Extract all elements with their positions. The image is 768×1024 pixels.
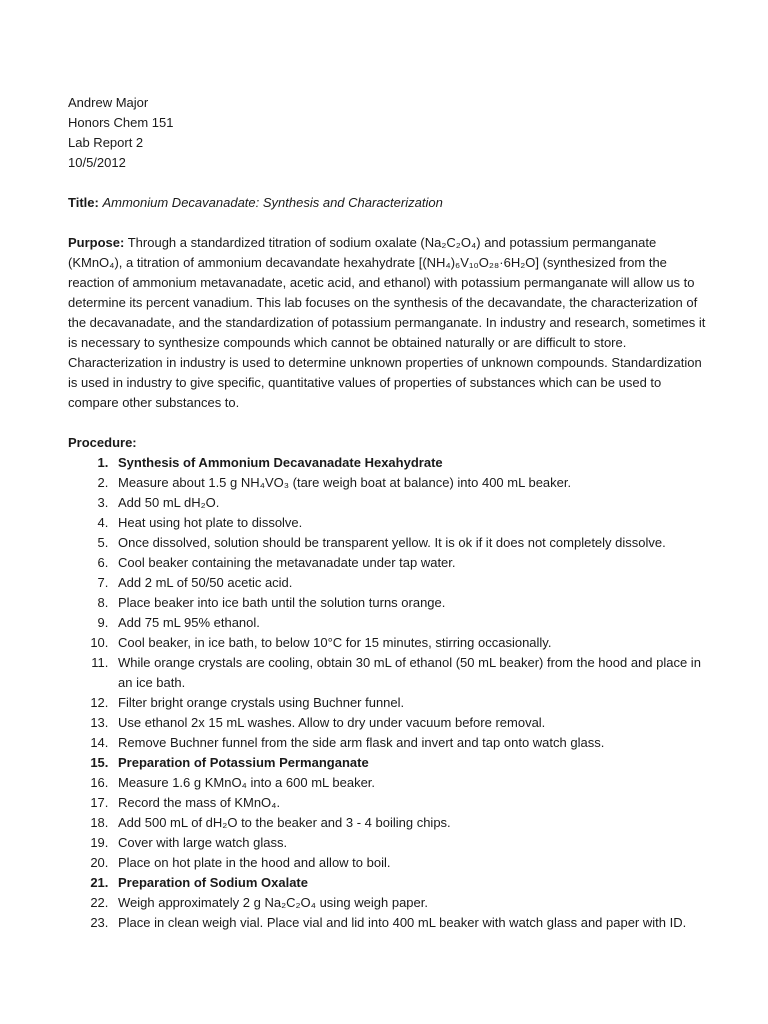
procedure-step: 22. Weigh approximately 2 g Na₂C₂O₄ using weigh paper. <box>112 893 708 913</box>
procedure-steps <box>68 453 708 933</box>
author-name: Andrew Major <box>68 95 149 110</box>
procedure-step: 8. Place beaker into ice bath until the solution turns orange. <box>112 593 708 613</box>
report-name: Lab Report 2 <box>68 135 144 150</box>
procedure-step: 16. Measure 1.6 g KMnO₄ into a 600 mL beaker. <box>112 773 708 793</box>
procedure-step: 2. Measure about 1.5 g NH₄VO₃ (tare weigh boat at balance) into 400 mL beaker. <box>112 473 708 493</box>
title-row <box>68 193 708 213</box>
procedure-section-heading: 15. Preparation of Potassium Permanganate <box>112 753 708 773</box>
report-date: 10/5/2012 <box>68 155 126 170</box>
procedure-step: 5. Once dissolved, solution should be transparent yellow. It is ok if it does not completely dissolve. <box>112 533 708 553</box>
purpose-label: Purpose: <box>68 235 125 250</box>
procedure-label: Procedure: <box>68 435 137 450</box>
procedure-section-heading: 21. Preparation of Sodium Oxalate <box>112 873 708 893</box>
procedure-step: 17. Record the mass of KMnO₄. <box>112 793 708 813</box>
procedure-section-heading: 1. Synthesis of Ammonium Decavanadate Hexahydrate <box>112 453 708 473</box>
procedure-step: 4. Heat using hot plate to dissolve. <box>112 513 708 533</box>
title-label: Title: <box>68 195 99 210</box>
procedure-step: 11. While orange crystals are cooling, obtain 30 mL of ethanol (50 mL beaker) from the hood and place in an ice bath. <box>112 653 708 693</box>
purpose-paragraph <box>68 233 708 413</box>
procedure-step: 14. Remove Buchner funnel from the side arm flask and invert and tap onto watch glass. <box>112 733 708 753</box>
procedure-step: 23. Place in clean weigh vial. Place vial and lid into 400 mL beaker with watch glass and paper with ID. <box>112 913 708 933</box>
procedure-step: 13. Use ethanol 2x 15 mL washes. Allow to dry under vacuum before removal. <box>112 713 708 733</box>
procedure-step: 12. Filter bright orange crystals using Buchner funnel. <box>112 693 708 713</box>
title-text: Ammonium Decavanadate: Synthesis and Characterization <box>102 195 443 210</box>
procedure-step: 3. Add 50 mL dH₂O. <box>112 493 708 513</box>
procedure-step: 10. Cool beaker, in ice bath, to below 10°C for 15 minutes, stirring occasionally. <box>112 633 708 653</box>
procedure-step: 7. Add 2 mL of 50/50 acetic acid. <box>112 573 708 593</box>
procedure-step: 18. Add 500 mL of dH₂O to the beaker and 3 - 4 boiling chips. <box>112 813 708 833</box>
procedure-step: 20. Place on hot plate in the hood and allow to boil. <box>112 853 708 873</box>
procedure-step: 19. Cover with large watch glass. <box>112 833 708 853</box>
procedure-step: 9. Add 75 mL 95% ethanol. <box>112 613 708 633</box>
purpose-text: Through a standardized titration of sodium oxalate (Na₂C₂O₄) and potassium permanganate (KMnO₄), a titration of ammonium decavandate hexahydrate [(NH₄)₆V₁₀O₂₈·6H₂O] (synthesized from the reaction of ammonium metavanadate, acetic acid, and ethanol) with potassium permanganate will allow us to determine its percent vanadium. This lab focuses on the synthesis of the decavandate, the characterization of the decavanadate, and the standardization of potassium permanganate. In industry and research, sometimes it is necessary to synthesize compounds which cannot be obtained naturally or are difficult to store. Characterization in industry is used to determine unknown properties of unknown compounds. Standardization is used in industry to give specific, quantitative values of properties of substances which can be used to compare other substances to. <box>68 235 706 410</box>
course-name: Honors Chem 151 <box>68 115 174 130</box>
procedure-step: 6. Cool beaker containing the metavanadate under tap water. <box>112 553 708 573</box>
